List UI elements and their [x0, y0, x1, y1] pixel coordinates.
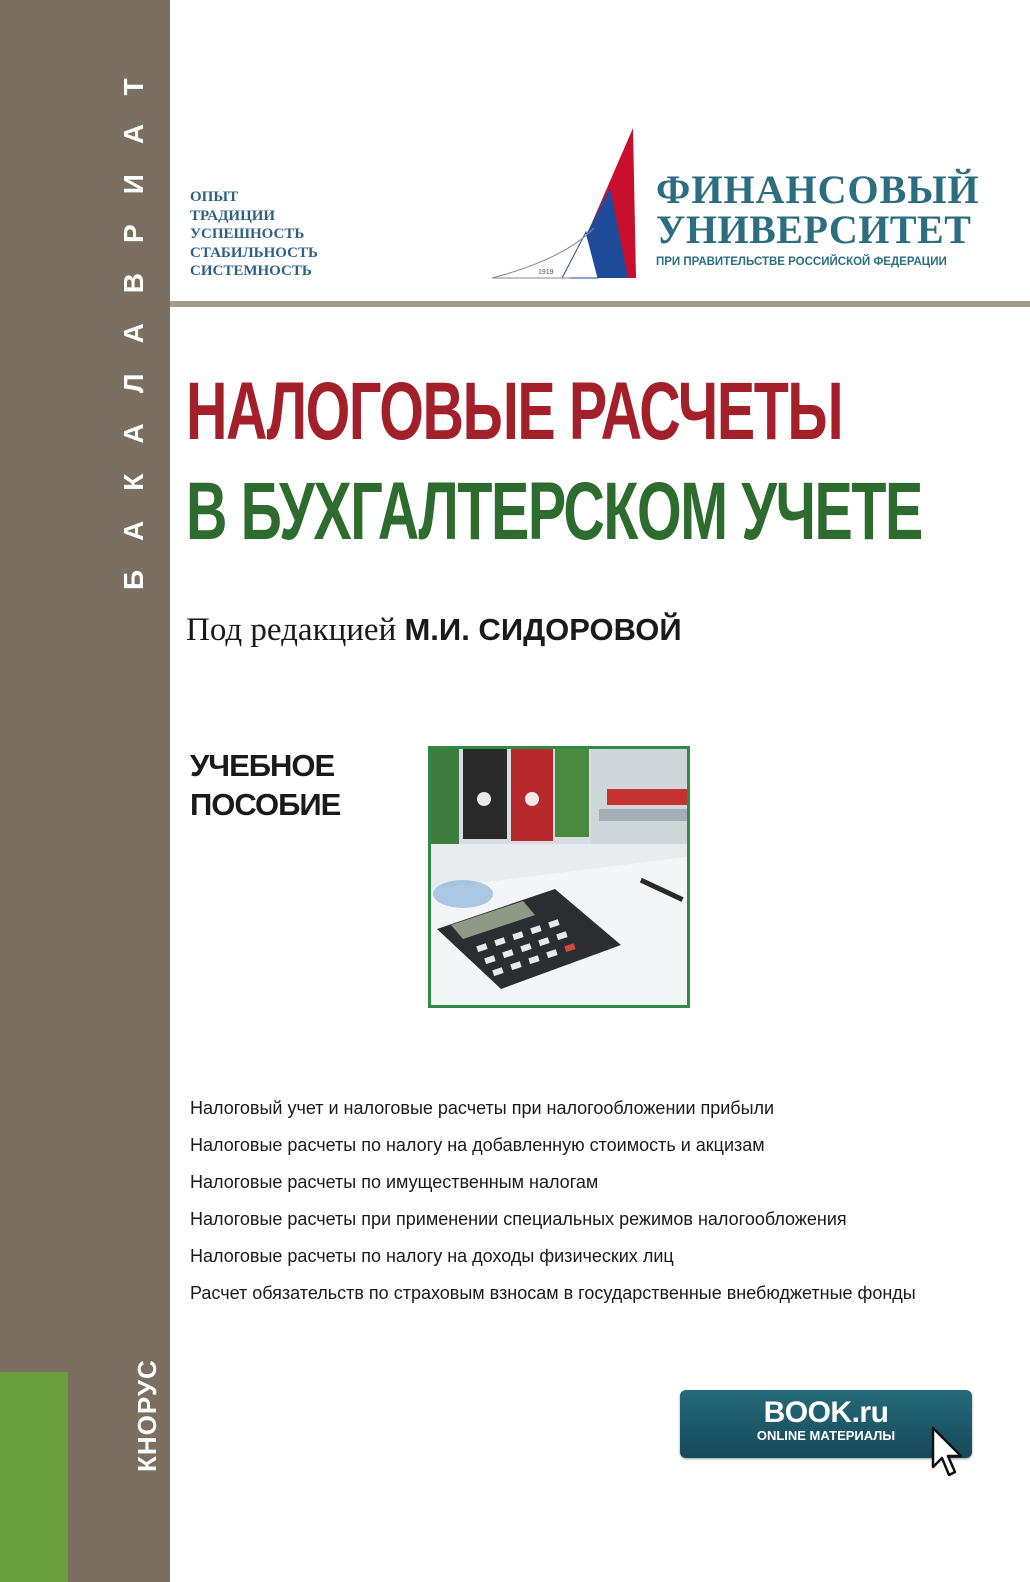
university-logo-icon: [490, 128, 650, 288]
value-item: ОПЫТ: [190, 189, 239, 205]
document-type: [190, 746, 340, 824]
book-ru-button[interactable]: [680, 1390, 972, 1458]
editor-prefix: Под редакцией: [186, 612, 397, 648]
editor-name: М.И. СИДОРОВОЙ: [404, 612, 682, 647]
book-title: [186, 362, 922, 562]
list-item: Налоговые расчеты по налогу на доходы физических лиц: [190, 1246, 674, 1266]
mouse-pointer-icon: [930, 1425, 966, 1481]
series-label: БАКАЛАВРИАТ: [118, 48, 149, 590]
list-item: Налоговые расчеты по имущественным налогам: [190, 1172, 599, 1192]
list-item: Налоговый учет и налоговые расчеты при налогообложении прибыли: [190, 1098, 775, 1118]
publisher-name: КНОРУС: [132, 1359, 162, 1472]
book-ru-sublabel: ONLINE МАТЕРИАЛЫ: [756, 1428, 896, 1443]
header-divider: [170, 301, 1030, 307]
title-line2: В БУХГАЛТЕРСКОМ УЧЕТЕ: [186, 466, 922, 557]
founded-year: 1919: [538, 269, 554, 276]
calculator-photo-icon: [431, 749, 687, 1005]
value-item: ТРАДИЦИИ: [190, 207, 276, 224]
cover-spine: [0, 0, 170, 1582]
doc-type-line2: ПОСОБИЕ: [190, 787, 341, 822]
university-name-line1: ФИНАНСОВЫЙ: [656, 167, 980, 212]
publisher-block: [0, 1372, 68, 1582]
list-item: Налоговые расчеты по налогу на добавленную стоимость и акцизам: [190, 1135, 765, 1155]
cover-photo: [428, 746, 690, 1008]
value-item: СТАБИЛЬНОСТЬ: [190, 244, 318, 261]
topics-list: [190, 1090, 916, 1312]
value-item: УСПЕШНОСТЬ: [190, 226, 305, 242]
doc-type-line1: УЧЕБНОЕ: [190, 748, 335, 783]
university-name: [656, 167, 986, 268]
university-name-line2: УНИВЕРСИТЕТ: [656, 207, 972, 252]
list-item: Расчет обязательств по страховым взносам в государственные внебюджетные фонды: [190, 1283, 916, 1303]
book-ru-label: BOOK.ru: [763, 1396, 889, 1429]
list-item: Налоговые расчеты при применении специальных режимов налогообложения: [190, 1209, 847, 1229]
editor-credit: [186, 612, 682, 649]
university-subtitle: ПРИ ПРАВИТЕЛЬСТВЕ РОССИЙСКОЙ ФЕДЕРАЦИИ: [656, 256, 947, 268]
value-item: СИСТЕМНОСТЬ: [190, 263, 312, 279]
university-values: [190, 188, 318, 281]
title-line1: НАЛОГОВЫЕ РАСЧЕТЫ: [186, 366, 843, 457]
